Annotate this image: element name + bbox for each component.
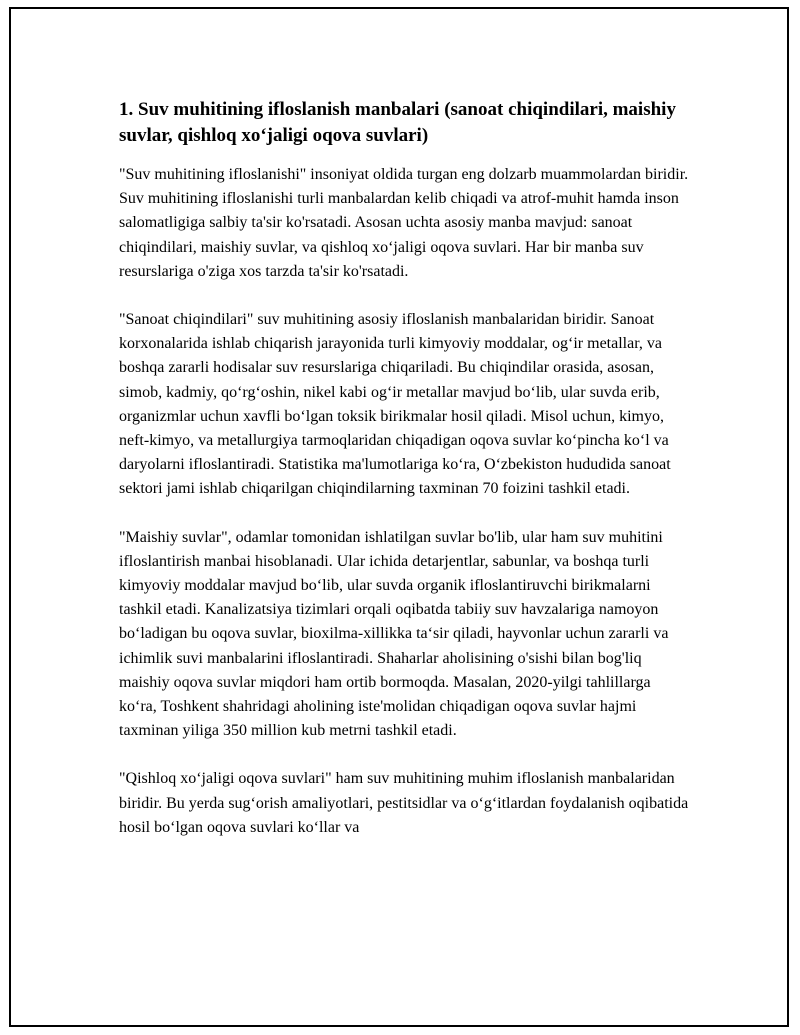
paragraph-introduction: "Suv muhitining ifloslanishi" insoniyat oldida turgan eng dolzarb muammolardan biridir. Suv muhitining ifloslanishi turli manbalardan kelib chiqadi va atrof-muhit hamda inson salomatligiga salbiy ta'sir ko'rsatadi. Asosan uchta asosiy manba mavjud: sanoat chiqindilari, maishiy suvlar, va qishloq xo‘jaligi oqova suvlari. Har bir manba suv resurslariga o'ziga xos tarzda ta'sir ko'rsatadi. [119, 166, 689, 280]
document-content [119, 97, 689, 864]
paragraph-domestic-water: "Maishiy suvlar", odamlar tomonidan ishlatilgan suvlar bo'lib, ular ham suv muhitini ifloslantirish manbai hisoblanadi. Ular ichida detarjentlar, sabunlar, va boshqa turli kimyoviy moddalar mavjud bo‘lib, ular suvda organik ifloslantiruvchi birikmalarni tashkil etadi. Kanalizatsiya tizimlari orqali oqibatda tabiiy suv havzalariga namoyon bo‘ladigan bu oqova suvlar, bioxilma-xillikka ta‘sir qiladi, hayvonlar uchun zararli va ichimlik suvi manbalarini ifloslantiradi. Shaharlar aholisining o'sishi bilan bog'liq maishiy oqova suvlar miqdori ham ortib bormoqda. Masalan, 2020-yilgi tahlillarga ko‘ra, Toshkent shahridagi aholining iste'molidan chiqadigan oqova suvlar hajmi taxminan yiliga 350 million kub metrni tashkil etadi. [119, 528, 669, 740]
section-heading: 1. Suv muhitining ifloslanish manbalari (sanoat chiqindilari, maishiy suvlar, qishloq xo‘jaligi oqova suvlari) [119, 99, 676, 146]
paragraph-agricultural-wastewater: "Qishloq xo‘jaligi oqova suvlari" ham suv muhitining muhim ifloslanish manbalaridan biridir. Bu yerda sug‘orish amaliyotlari, pestitsidlar va o‘g‘itlardan foydalanish oqibatida hosil bo‘lgan oqova suvlari ko‘llar va [119, 770, 689, 836]
document-page [9, 7, 789, 1027]
paragraph-industrial-waste: "Sanoat chiqindilari" suv muhitining asosiy ifloslanish manbalaridan biridir. Sanoat korxonalarida ishlab chiqarish jarayonida turli kimyoviy moddalar, og‘ir metallar, va boshqa zararli hodisalar suv resurslariga chiqariladi. Bu chiqindilar orasida, asosan, simob, kadmiy, qo‘rg‘oshin, nikel kabi og‘ir metallar mavjud bo‘lib, ular suvda erib, organizmlar uchun xavfli bo‘lgan toksik birikmalar hosil qiladi. Misol uchun, kimyo, neft-kimyo, va metallurgiya tarmoqlaridan chiqadigan oqova suvlar ko‘pincha ko‘l va daryolarni ifloslantiradi. Statistika ma'lumotlariga ko‘ra, O‘zbekiston hududida sanoat sektori jami ishlab chiqarilgan chiqindilarning taxminan 70 foizini tashkil etadi. [119, 311, 671, 498]
